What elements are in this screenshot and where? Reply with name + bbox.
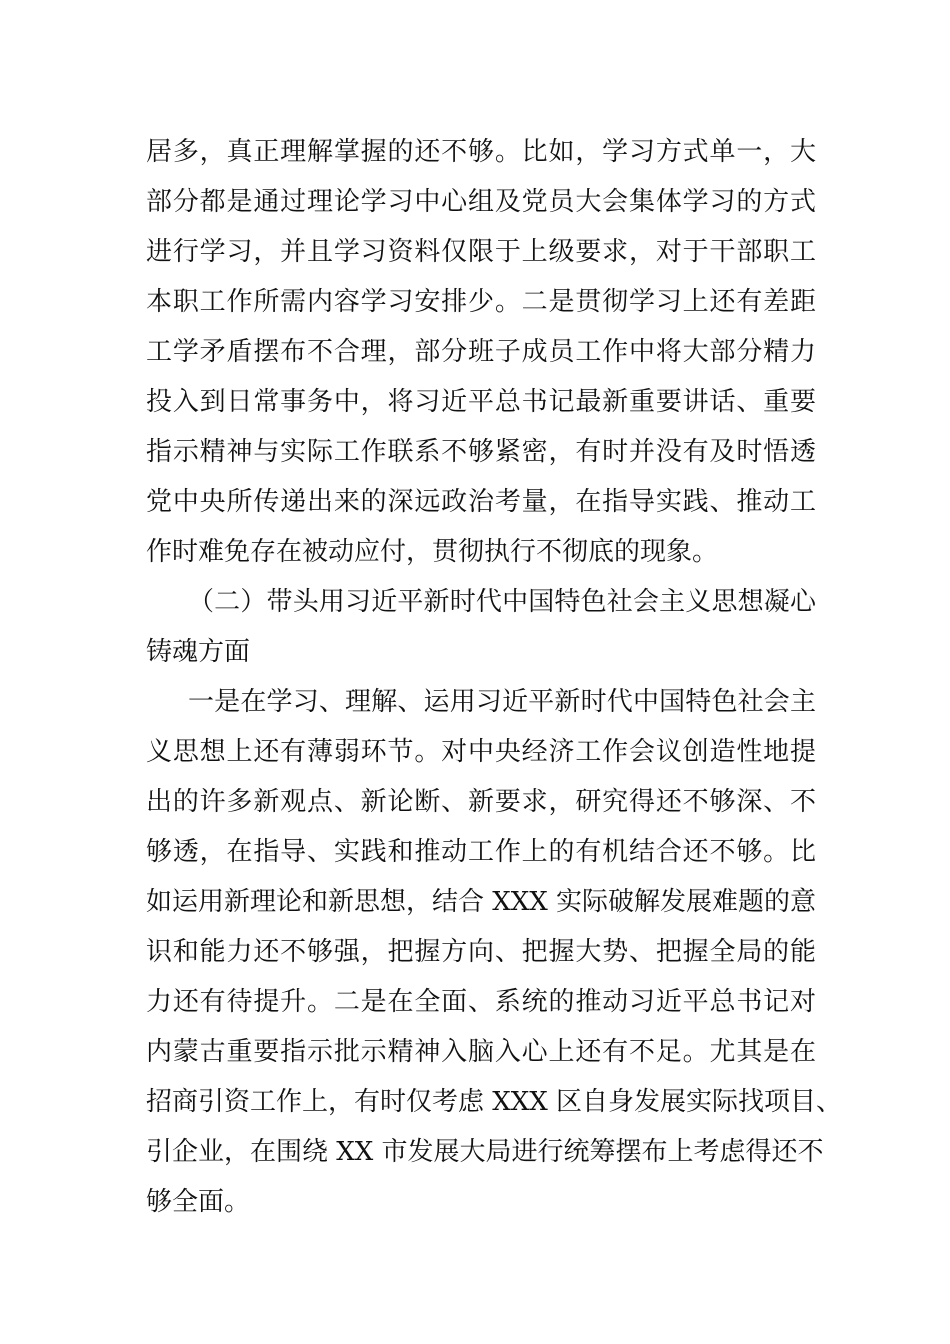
text-line: 引企业，在围绕 XX 市发展大局进行统筹摆布上考虑得还不 <box>146 1137 824 1167</box>
text-line: 招商引资工作上，有时仅考虑 XXX 区自身发展实际找项目、 <box>146 1087 843 1117</box>
text-line: 出的许多新观点、新论断、新要求，研究得还不够深、不 <box>146 787 816 817</box>
text-line: 够全面。 <box>146 1187 251 1217</box>
text-line: 义思想上还有薄弱环节。对中央经济工作会议创造性地提 <box>146 737 816 767</box>
heading-line: 铸魂方面 <box>146 637 251 667</box>
text-line: 内蒙古重要指示批示精神入脑入心上还有不足。尤其是在 <box>146 1037 816 1067</box>
text-line: 党中央所传递出来的深远政治考量，在指导实践、推动工 <box>146 487 816 517</box>
text-line: 一是在学习、理解、运用习近平新时代中国特色社会主 <box>188 687 816 717</box>
text-line: 工学矛盾摆布不合理，部分班子成员工作中将大部分精力 <box>146 337 816 367</box>
text-line: 投入到日常事务中，将习近平总书记最新重要讲话、重要 <box>146 387 816 417</box>
text-line: 如运用新理论和新思想，结合 XXX 实际破解发展难题的意 <box>146 887 817 917</box>
text-line: 作时难免存在被动应付，贯彻执行不彻底的现象。 <box>146 537 719 567</box>
text-line: 够透，在指导、实践和推动工作上的有机结合还不够。比 <box>146 837 816 867</box>
text-line: 力还有待提升。二是在全面、系统的推动习近平总书记对 <box>146 987 816 1017</box>
text-line: 识和能力还不够强，把握方向、把握大势、把握全局的能 <box>146 937 816 967</box>
text-line: 居多，真正理解掌握的还不够。比如，学习方式单一，大 <box>146 137 816 167</box>
text-line: 进行学习，并且学习资料仅限于上级要求，对于干部职工 <box>146 237 816 267</box>
text-line: 部分都是通过理论学习中心组及党员大会集体学习的方式 <box>146 187 816 217</box>
text-line: 本职工作所需内容学习安排少。二是贯彻学习上还有差距 <box>146 287 816 317</box>
text-line: 指示精神与实际工作联系不够紧密，有时并没有及时悟透 <box>146 437 816 467</box>
heading-line: （二）带头用习近平新时代中国特色社会主义思想凝心 <box>188 587 816 617</box>
